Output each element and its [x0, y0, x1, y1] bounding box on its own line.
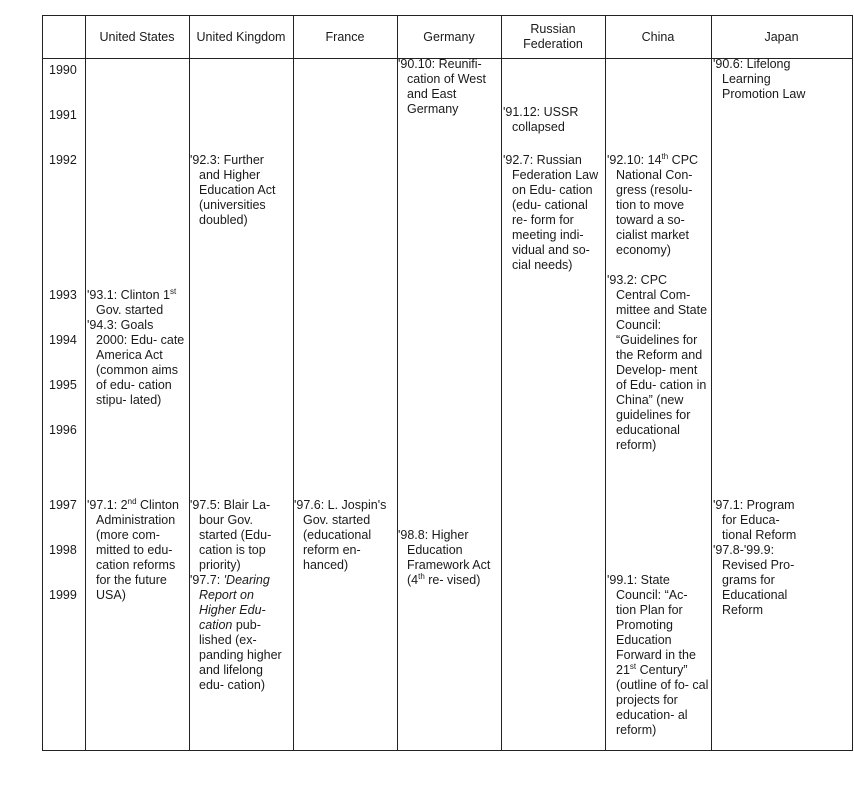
entry-germany-1990: '90.10: Reunifi- cation of West and East Germany — [398, 57, 486, 116]
entry-china-1993: '93.2: CPC Central Com- mittee and State Council: “Guidelines for the Reform and Develop- ment of Edu- cation in China” (new guidelines for educational reform) — [607, 273, 708, 452]
entry-us-1993: '93.1: Clinton 1st Gov. started — [87, 286, 177, 317]
year-label: 1999 — [49, 588, 77, 602]
year-label: 1997 — [49, 498, 77, 512]
header-germany: Germany — [423, 29, 475, 44]
header-china: China — [641, 29, 675, 44]
header-russian-federation: Russian Federation — [523, 22, 583, 51]
entry-russia-1992: '92.7: Russian Federation Law on Edu- cation (edu- cational re- form for meeting indi- vidual and so- cial needs) — [503, 153, 599, 272]
year-label: 1995 — [49, 378, 77, 392]
column-divider — [711, 16, 712, 750]
entry-china-1999: '99.1: State Council: “Ac- tion Plan for Promoting Education Forward in the 21st Century” (outline of fo- cal projects for education- al reform) — [607, 573, 709, 737]
entry-japan-1990: '90.6: Lifelong Learning Promotion Law — [713, 57, 806, 101]
entry-uk-1997-dearing: '97.7: 'Dearing Report on Higher Edu- cation pub- lished (ex- panding higher and lifelong edu- cation) — [190, 573, 282, 692]
year-label: 1990 — [49, 63, 77, 77]
entry-japan-1997: '97.1: Program for Educa- tional Reform — [713, 498, 797, 542]
column-divider — [293, 16, 294, 750]
entry-china-1992: '92.10: 14th CPC National Con- gress (resolu- tion to move toward a so- cialist market economy) — [607, 151, 699, 257]
entry-russia-1991: '91.12: USSR collapsed — [503, 105, 579, 134]
entry-uk-1992: '92.3: Further and Higher Education Act (universities doubled) — [190, 153, 276, 227]
year-label: 1991 — [49, 108, 77, 122]
entry-japan-1997-1999: '97.8-'99.9: Revised Pro- grams for Educational Reform — [713, 543, 795, 617]
column-divider — [605, 16, 606, 750]
year-label: 1996 — [49, 423, 77, 437]
entry-uk-1997-blair: '97.5: Blair La- bour Gov. started (Edu- cation is top priority) — [190, 498, 272, 572]
header-japan: Japan — [764, 29, 799, 44]
column-divider — [397, 16, 398, 750]
header-united-kingdom: United Kingdom — [196, 29, 286, 44]
entry-us-1997: '97.1: 2nd Clinton Administration (more com- mitted to edu- cation reforms for the future USA) — [87, 496, 179, 602]
entry-us-1994: '94.3: Goals 2000: Edu- cate America Act (common aims of edu- cation stipu- lated) — [87, 318, 185, 407]
column-divider — [501, 16, 502, 750]
year-label: 1998 — [49, 543, 77, 557]
year-label: 1992 — [49, 153, 77, 167]
header-united-states: United States — [99, 29, 175, 44]
year-label: 1993 — [49, 288, 77, 302]
entry-france-1997: '97.6: L. Jospin's Gov. started (educational reform en- hanced) — [294, 498, 387, 572]
header-france: France — [325, 29, 365, 44]
entry-germany-1998: '98.8: Higher Education Framework Act (4th re- vised) — [398, 528, 491, 587]
year-label: 1994 — [49, 333, 77, 347]
column-divider — [85, 16, 86, 750]
